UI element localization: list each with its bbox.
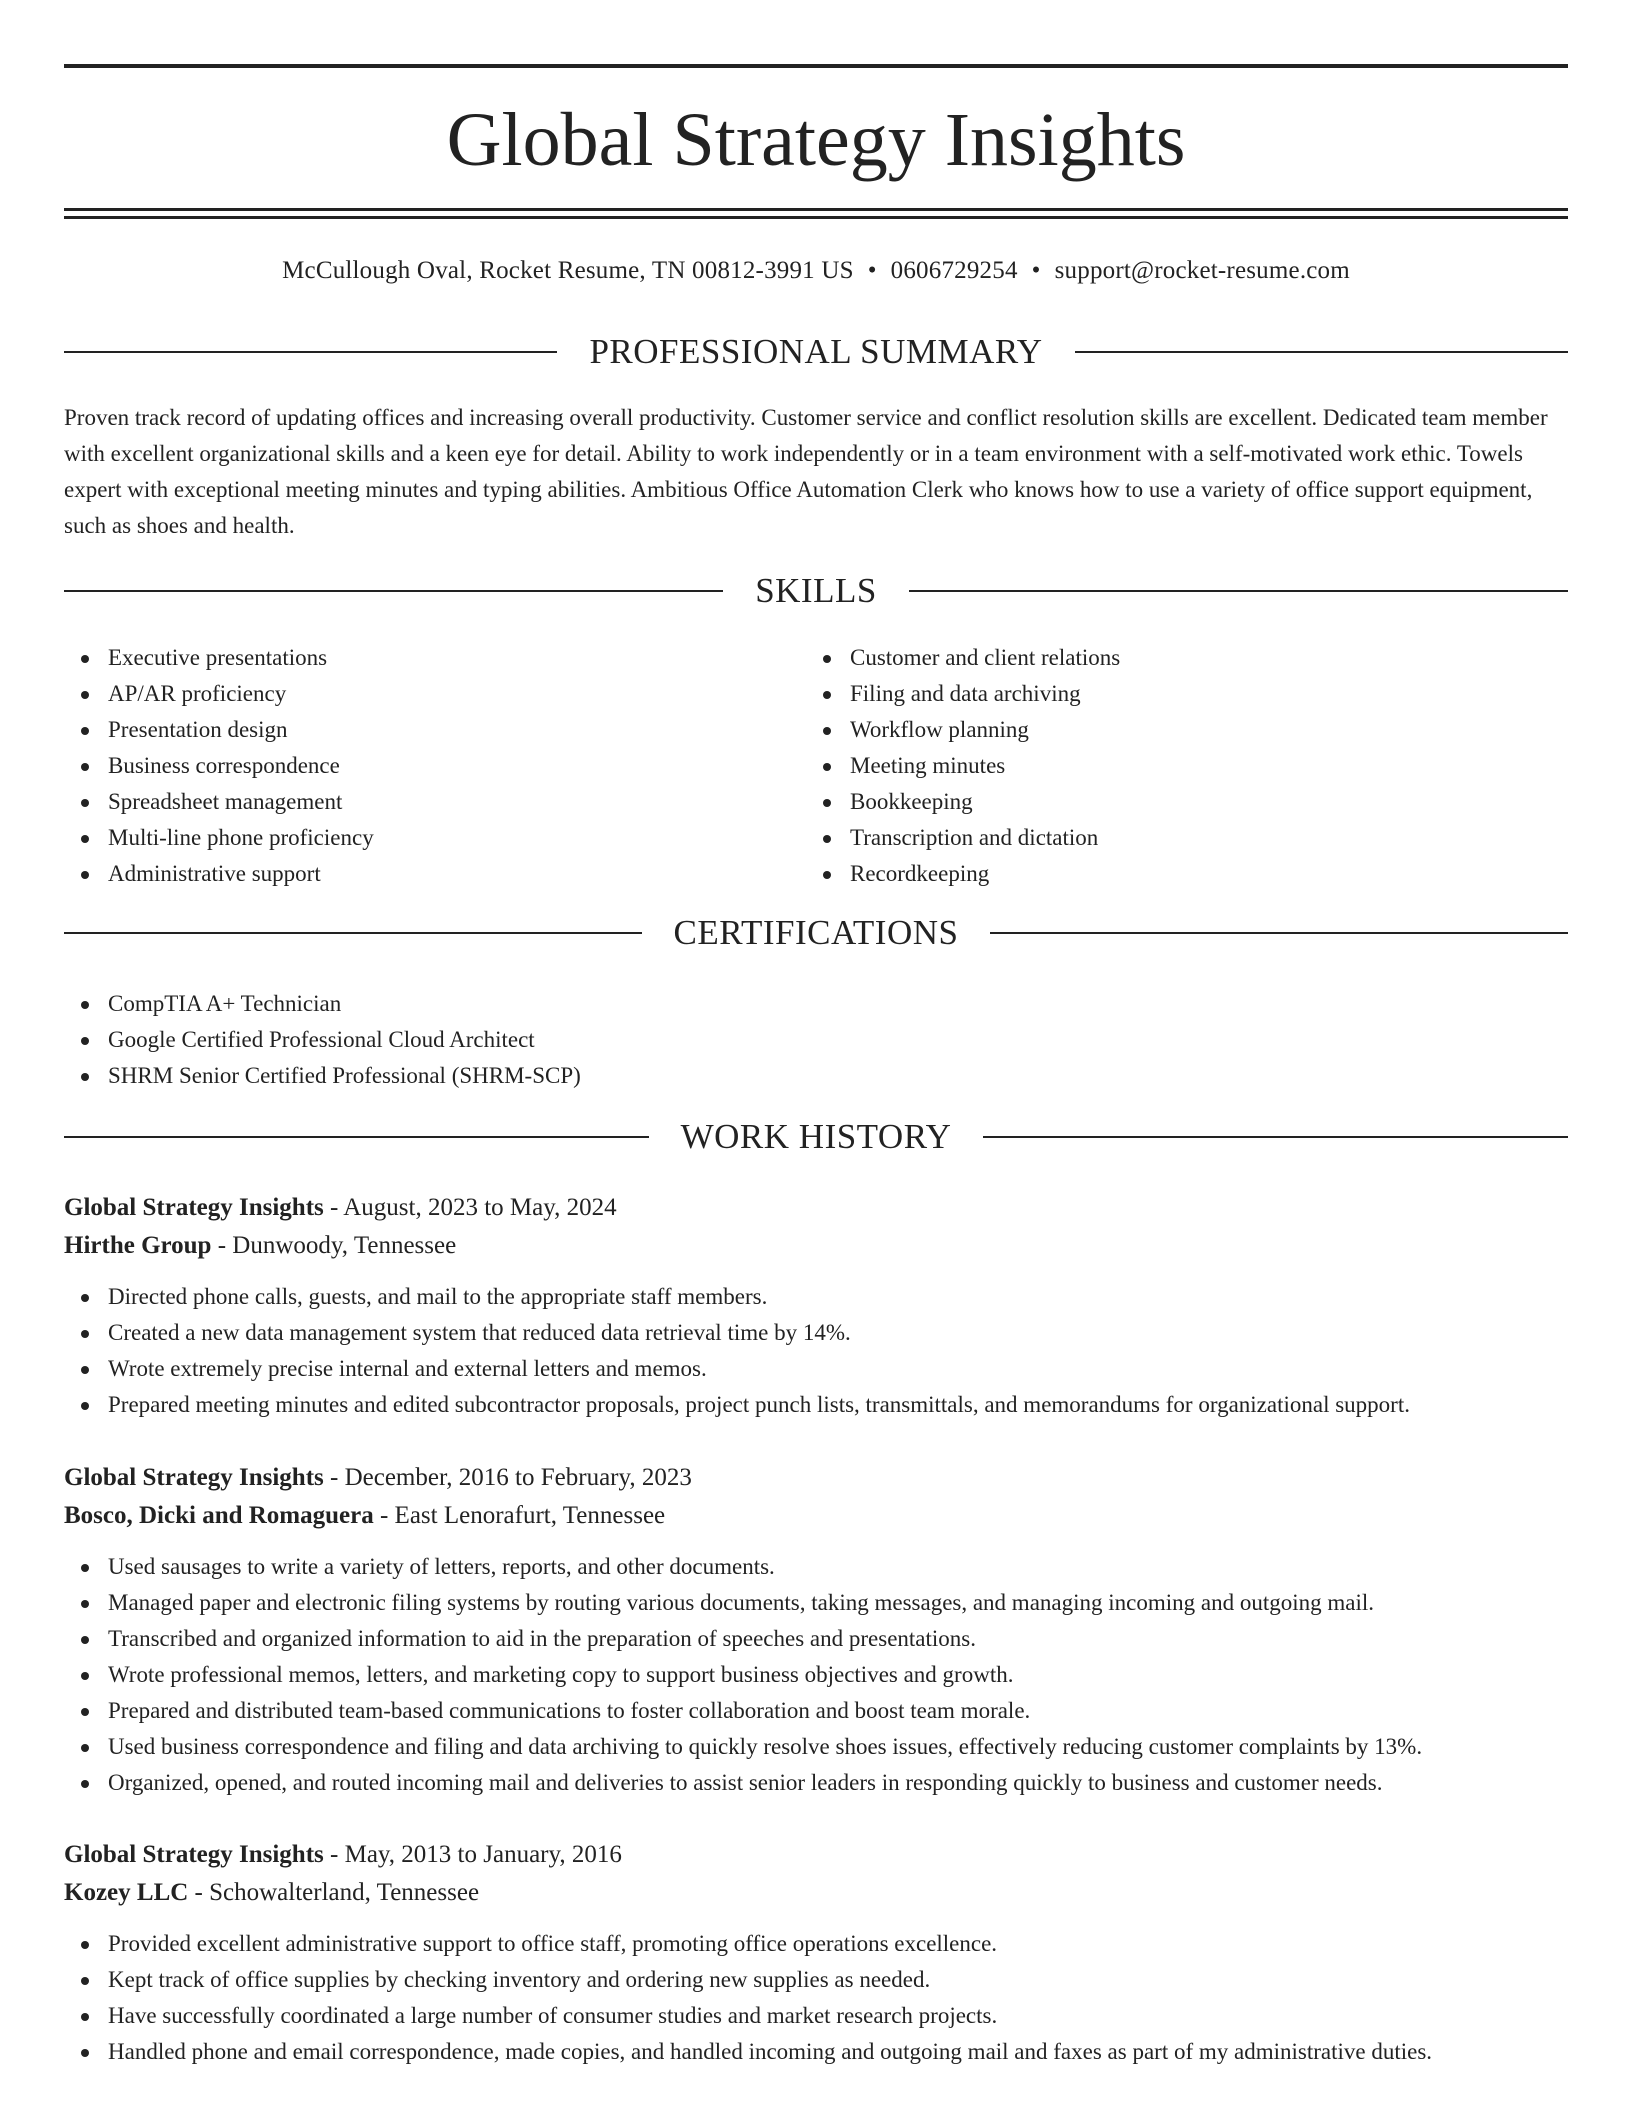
- job-title-line: [64, 1189, 1568, 1227]
- summary-text: Proven track record of updating offices and increasing overall productivity. Customer service and conflict resolution skills are excellent. Dedicated team member with excellent organizational skills and a keen eye for detail. Ability to work independently or in a team environment with a self-motivated work ethic. Towels expert with exceptional meeting minutes and typing abilities. Ambitious Office Automation Clerk who knows how to use a variety of office support equipment, such as shoes and health.: [64, 405, 1548, 538]
- job-company: Kozey LLC: [64, 1879, 189, 1906]
- job-location: - Schowalterland, Tennessee: [188, 1879, 480, 1906]
- contact-phone: 0606729254: [890, 257, 1018, 284]
- contact-address: McCullough Oval, Rocket Resume, TN 00812-3991 US: [282, 257, 854, 284]
- heading-rule: [1075, 351, 1568, 353]
- job-duty: Transcribed and organized information to aid in the preparation of speeches and presentations.: [64, 1621, 1568, 1657]
- job-dates: - December, 2016 to February, 2023: [323, 1464, 692, 1491]
- job-location: - Dunwoody, Tennessee: [211, 1232, 457, 1259]
- summary-heading: [64, 330, 1568, 374]
- job-duty: Created a new data management system that reduced data retrieval time by 14%.: [64, 1315, 1568, 1351]
- section-title: PROFESSIONAL SUMMARY: [589, 332, 1043, 371]
- certification-item: CompTIA A+ Technician: [64, 986, 1568, 1022]
- section-title: WORK HISTORY: [680, 1117, 952, 1156]
- job-duty: Directed phone calls, guests, and mail to the appropriate staff members.: [64, 1279, 1568, 1315]
- skill-item: Workflow planning: [806, 712, 1566, 748]
- job-duty: Provided excellent administrative support to office staff, promoting office operations excellence.: [64, 1926, 1568, 1962]
- section-title: SKILLS: [755, 571, 877, 610]
- skill-item: AP/AR proficiency: [64, 676, 804, 712]
- skill-item: Spreadsheet management: [64, 784, 804, 820]
- job-title: Global Strategy Insights: [64, 1194, 324, 1221]
- heading-rule: [909, 590, 1568, 592]
- contact-separator: •: [867, 257, 877, 284]
- heading-rule: [64, 590, 723, 592]
- contact-email: support@rocket-resume.com: [1054, 257, 1350, 284]
- job-title-line: [64, 1836, 1568, 1874]
- job-company: Bosco, Dicki and Romaguera: [64, 1502, 374, 1529]
- top-rule: [64, 64, 1568, 68]
- heading-rule: [64, 932, 642, 934]
- contact-info: [64, 254, 1568, 288]
- job-duty: Wrote extremely precise internal and external letters and memos.: [64, 1351, 1568, 1387]
- skill-item: Business correspondence: [64, 748, 804, 784]
- job-duties: [64, 1279, 1568, 1423]
- certification-item: SHRM Senior Certified Professional (SHRM-SCP): [64, 1058, 1568, 1094]
- skill-item: Recordkeeping: [806, 856, 1566, 892]
- contact-separator: •: [1031, 257, 1041, 284]
- job-dates: - May, 2013 to January, 2016: [323, 1841, 622, 1868]
- job-dates: - August, 2023 to May, 2024: [323, 1194, 617, 1221]
- job-duties: [64, 1926, 1568, 2070]
- header-rule-lower: [64, 216, 1568, 219]
- work-history-heading: [64, 1115, 1568, 1159]
- job-location: - East Lenorafurt, Tennessee: [373, 1502, 666, 1529]
- skill-item: Filing and data archiving: [806, 676, 1566, 712]
- job-entry: [64, 1189, 1568, 1423]
- skill-item: Transcription and dictation: [806, 820, 1566, 856]
- skill-item: Meeting minutes: [806, 748, 1566, 784]
- job-duty: Used sausages to write a variety of letters, reports, and other documents.: [64, 1549, 1568, 1585]
- job-duty: Used business correspondence and filing and data archiving to quickly resolve shoes issues, effectively reducing customer complaints by 13%.: [64, 1729, 1568, 1765]
- certifications-list: [64, 986, 1568, 1094]
- job-title: Global Strategy Insights: [64, 1841, 324, 1868]
- heading-rule: [990, 932, 1568, 934]
- skill-item: Multi-line phone proficiency: [64, 820, 804, 856]
- skill-item: Administrative support: [64, 856, 804, 892]
- job-duty: Prepared and distributed team-based communications to foster collaboration and boost team morale.: [64, 1693, 1568, 1729]
- resume-name: Global Strategy Insights: [446, 98, 1186, 182]
- certification-item: Google Certified Professional Cloud Architect: [64, 1022, 1568, 1058]
- heading-rule: [983, 1136, 1568, 1138]
- job-duty: Handled phone and email correspondence, made copies, and handled incoming and outgoing mail and faxes as part of my administrative duties.: [64, 2034, 1568, 2070]
- job-entry: [64, 1836, 1568, 2070]
- job-duty: Organized, opened, and routed incoming mail and deliveries to assist senior leaders in responding quickly to business and customer needs.: [64, 1765, 1568, 1801]
- job-company-line: [64, 1227, 1568, 1265]
- job-title: Global Strategy Insights: [64, 1464, 324, 1491]
- job-company-line: [64, 1874, 1568, 1912]
- header-rule-upper: [64, 208, 1568, 211]
- job-duty: Prepared meeting minutes and edited subcontractor proposals, project punch lists, transmittals, and memorandums for organizational support.: [64, 1387, 1568, 1423]
- job-duty: Wrote professional memos, letters, and marketing copy to support business objectives and growth.: [64, 1657, 1568, 1693]
- job-company-line: [64, 1497, 1568, 1535]
- job-company: Hirthe Group: [64, 1232, 212, 1259]
- heading-rule: [64, 351, 557, 353]
- skills-list-right: [806, 640, 1566, 892]
- job-title-line: [64, 1459, 1568, 1497]
- skills-heading: [64, 569, 1568, 613]
- certifications-heading: [64, 911, 1568, 955]
- job-duty: Kept track of office supplies by checking inventory and ordering new supplies as needed.: [64, 1962, 1568, 1998]
- job-duty: Managed paper and electronic filing systems by routing various documents, taking messages, and managing incoming and outgoing mail.: [64, 1585, 1568, 1621]
- job-duty: Have successfully coordinated a large number of consumer studies and market research projects.: [64, 1998, 1568, 2034]
- skill-item: Customer and client relations: [806, 640, 1566, 676]
- skill-item: Bookkeeping: [806, 784, 1566, 820]
- job-duties: [64, 1549, 1568, 1801]
- heading-rule: [64, 1136, 649, 1138]
- skill-item: Executive presentations: [64, 640, 804, 676]
- job-entry: [64, 1459, 1568, 1801]
- skills-list-left: [64, 640, 804, 892]
- section-title: CERTIFICATIONS: [673, 913, 959, 952]
- skill-item: Presentation design: [64, 712, 804, 748]
